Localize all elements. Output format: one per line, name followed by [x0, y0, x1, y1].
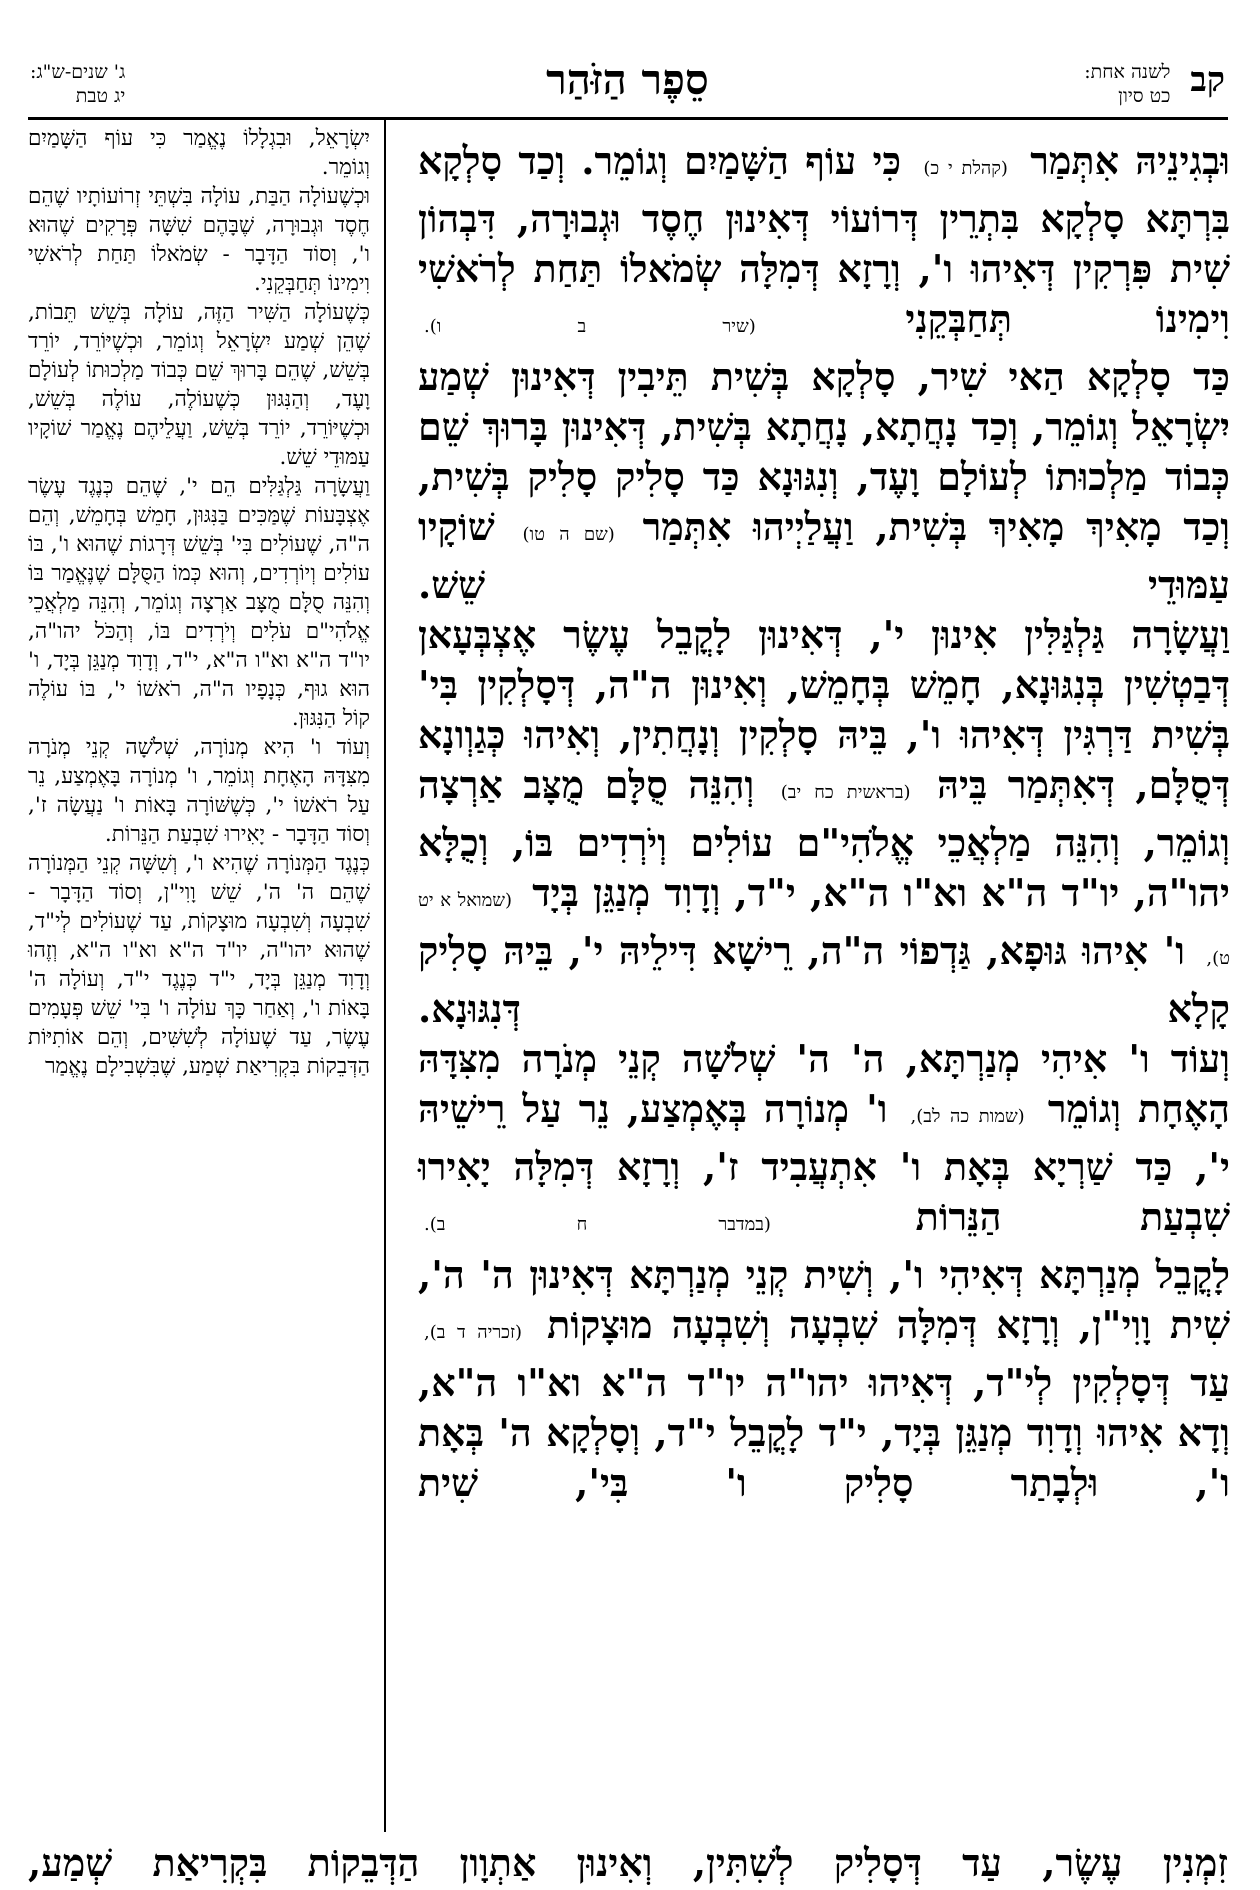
verse-reference: (בראשית כח יב) — [780, 782, 911, 803]
page-number: קב — [1190, 60, 1225, 100]
main-text-column — [418, 136, 1230, 1508]
translation-paragraph: יִשְׂרָאֵל, וּבִגְלָלוֹ נֶאֱמַר כִּי עוֹף הַשָּׁמַיִם וְגוֹמֵר. — [28, 126, 370, 180]
main-text: עַד דְּסָלְקִין לְי"ד, דְּאִיהוּ יהו"ה יו"ד ה"א וא"ו ה"א, וְדָא אִיהוּ וְדָוִד מְנַגֵּן בְּיָד, י"ד לָקֳבֵל י"ד, וְסָלְקָא ה' בְּאָת ו', וּלְבָתַר סָלִיק ו' בִּי', שִׁית — [418, 1360, 1230, 1505]
main-text: כַּד סָלְקָא הַאי שִׁיר, סָלְקָא בְּשִׁית תֵּיבִין דְּאִינוּן שְׁמַע יִשְׂרָאֵל וְגוֹמֵר, וְכַד נָחֲתָא, נָחֲתָא בְּשִׁית, דְּאִינוּן בָּרוּךְ שֵׁם כְּבוֹד מַלְכוּתוֹ לְעוֹלָם וָעֶד, וְנִגּוּנָא כַּד סָלִיק סָלִיק בְּשִׁית, וְכַד מָאִיךְ מָאִיךְ בְּשִׁית, וַעֲלַיְיהוּ אִתְּמַר — [418, 354, 1231, 549]
main-text: לָקֳבֵל מְנַרְתָּא דְּאִיהִי ו', וְשִׁית קְנֵי מְנַרְתָּא דְּאִינוּן ה' ה', שִׁית וָוִי"ן, וְרָזָא דְּמִלָּה שִׁבְעָה וְשִׁבְעָה מוּצָקוֹת — [418, 1252, 1231, 1347]
main-text: וַעֲשָׂרָה גַּלְגַּלִּין אִינוּן י', דְּאִינוּן לָקֳבֵל עֶשֶׂר אֶצְבְּעָאן דְּבַטְשִׁין בְּנִגּוּנָא, חָמֵשׁ בְּחָמֵשׁ, וְאִינוּן ה"ה, דְּסָלְקִין בִּי' בְּשִׁית דַּרְגִּין דְּאִיהוּ ו', בֵּיהּ סָלְקִין וְנָחֲתִין, וְאִיהוּ כְּגַוְונָא דְּסֻלָּם, דְּאִתְּמַר בֵּיהּ — [418, 612, 1231, 807]
main-paragraph — [418, 610, 1230, 1034]
study-schedule-one-year: לשנה אחת: — [1084, 61, 1171, 83]
verse-reference: (שמואל א יט ט), — [418, 890, 1230, 969]
translation-paragraph: וְעוֹד ו' הִיא מְנוֹרָה, שְׁלֹשָׁה קְנֵי מְנֹרָה מִצִּדָּהּ הָאֶחָת וְגוֹמֵר, ו' מְנוֹרָה בָּאֶמְצַע, נֵר עַל רֹאשׁוֹ י', כְּשֶׁשּׁוֹרָה בָּאוֹת ו' נַעֲשָׂה ז', וְסוֹד הַדָּבָר - יָאִירוּ שִׁבְעַת הַנֵּרוֹת. — [28, 735, 370, 847]
study-schedule-three-years: ג' שנים-ש"ג: — [30, 61, 126, 83]
main-text: ו' מְנוֹרָה בְּאֶמְצַע, נֵר עַל רֵישֵׁיהּ י', כַּד שַׁרְיָא בְּאָת ו' אִתְעֲבִיד ז', וְרָזָא דְּמִלָּה יָאִירוּ שִׁבְעַת הַנֵּרוֹת — [418, 1086, 1231, 1239]
verse-reference: (במדבר ח ב). — [424, 1214, 771, 1235]
bottom-full-width-line: זִמְנִין עֶשֶׂר, עַד דְּסָלִיק לְשִׁתִּין, וְאִינוּן אַתְוָון הַדְּבֵקוֹת בִּקְרִיאַת שְׁמַע, — [28, 1840, 1228, 1885]
verse-reference: (שם ה טו) — [522, 524, 615, 545]
column-divider — [384, 120, 386, 1832]
verse-reference: (שיר ב ו). — [424, 316, 756, 337]
header-left-block — [30, 60, 125, 108]
page-header — [30, 52, 1225, 114]
translation-column — [28, 124, 370, 1081]
main-paragraph — [418, 352, 1230, 610]
main-text: שׁוֹקָיו עַמּוּדֵי שֵׁשׁ. — [418, 504, 1230, 607]
main-paragraph — [418, 1034, 1230, 1250]
header-rule — [28, 117, 1228, 120]
main-text: וְהִנֵּה סֻלָּם מֻצָּב אַרְצָה וְגוֹמֵר, וְהִנֵּה מַלְאֲכֵי אֱלֹהִי"ם עוֹלִים וְיֹרְדִים בּוֹ, וְכֻלָּא יהו"ה, יו"ד ה"א וא"ו ה"א, י"ד, וְדָוִד מְנַגֵּן בְּיָד — [418, 762, 1231, 915]
main-paragraph — [418, 136, 1230, 352]
main-text: וְעוֹד ו' אִיהִי מְנַרְתָּא, ה' ה' שְׁלֹשָׁה קְנֵי מְנֹרָה מִצִּדָּהּ הָאֶחָת וְגוֹמֵר — [418, 1036, 1230, 1131]
main-text: כִּי עוֹף הַשָּׁמַיִם וְגוֹמֵר. וְכַד סָלְקָא בִּרְתָּא סָלְקָא בִּתְרֵין דְּרוֹעוֹי דְּאִינוּן חֶסֶד וּגְבוּרָה, דִּבְהוֹן שִׁית פִּרְקִין דְּאִיהוּ ו', וְרָזָא דְּמִלָּה שְׂמֹאלוֹ תַּחַת לְרֹאשִׁי וִימִינוֹ תְּחַבְּקֵנִי — [418, 138, 1231, 341]
translation-paragraph: וּכְשֶׁעוֹלָה הַבַּת, עוֹלָה בִּשְׁתֵּי זְרוֹעוֹתָיו שֶׁהֵם חֶסֶד וּגְבוּרָה, שֶׁבָּהֶם שִׁשָּׁה פְּרָקִים שֶׁהוּא ו', וְסוֹד הַדָּבָר - שְׂמֹאלוֹ תַּחַת לְרֹאשִׁי וִימִינוֹ תְּחַבְּקֵנִי. — [28, 184, 370, 296]
translation-paragraph: כְּנֶגֶד הַמְּנוֹרָה שֶׁהִיא ו', וְשִׁשָּׁה קְנֵי הַמְּנוֹרָה שֶׁהֵם ה' ה', שֵׁשׁ וָוִי"ן, וְסוֹד הַדָּבָר - שִׁבְעָה וְשִׁבְעָה מוּצָקוֹת, עַד שֶׁעוֹלִים לְי"ד, שֶׁהוּא יהו"ה, יו"ד ה"א וא"ו ה"א, וְזֶהוּ וְדָוִד מְנַגֵּן בְּיָד, י"ד כְּנֶגֶד י"ד, וְעוֹלָה ה' בָּאוֹת ו', וְאַחַר כָּךְ עוֹלָה ו' בִּי' שֵׁשׁ פְּעָמִים עֶשֶׂר, עַד שֶׁעוֹלָה לְשִׁשִּׁים, וְהֵם אוֹתִיּוֹת הַדְּבֵקוֹת בִּקְרִיאַת שְׁמַע, שֶׁבִּשְׁבִילָם נֶאֱמַר — [28, 851, 370, 1079]
verse-reference: (קהלת י כ) — [923, 158, 1008, 179]
study-date-three-years: יג טבת — [75, 85, 126, 107]
verse-reference: (זכריה ד ב), — [424, 1322, 523, 1343]
main-paragraph — [418, 1250, 1230, 1508]
translation-paragraph: כְּשֶׁעוֹלָה הַשִּׁיר הַזֶּה, עוֹלָה בְּשֵׁשׁ תֵּבוֹת, שֶׁהֵן שְׁמַע יִשְׂרָאֵל וְגוֹמֵר, וּכְשֶׁיּוֹרֵד, יוֹרֵד בְּשֵׁשׁ, שֶׁהֵם בָּרוּךְ שֵׁם כְּבוֹד מַלְכוּתוֹ לְעוֹלָם וָעֶד, וְהַנִּגּוּן כְּשֶׁעוֹלֶה, עוֹלֶה בְּשֵׁשׁ, וּכְשֶׁיּוֹרֵד, יוֹרֵד בְּשֵׁשׁ, וַעֲלֵיהֶם נֶאֱמַר שׁוֹקָיו עַמּוּדֵי שֵׁשׁ. — [28, 300, 370, 470]
verse-reference: (שמות כה לב), — [910, 1106, 1025, 1127]
main-text: וּבְגִינֵיהּ אִתְּמַר — [1030, 138, 1231, 183]
book-title: סֵפֶר הַזֹּהַר — [546, 55, 709, 104]
translation-paragraph: וַעֲשָׂרָה גַּלְגַּלִּים הֵם י', שֶׁהֵם כְּנֶגֶד עֶשֶׂר אֶצְבָּעוֹת שֶׁמַּכִּים בַּנִּגּוּן, חָמֵשׁ בְּחָמֵשׁ, וְהֵם ה"ה, שֶׁעוֹלִים בִּי' בְּשֵׁשׁ דְּרָגוֹת שֶׁהוּא ו', בּוֹ עוֹלִים וְיוֹרְדִים, וְהוּא כְּמוֹ הַסֻּלָּם שֶׁנֶּאֱמַר בּוֹ וְהִנֵּה סֻלָּם מֻצָּב אַרְצָה וְגוֹמֵר, וְהִנֵּה מַלְאֲכֵי אֱלֹהִי"ם עֹלִים וְיֹרְדִים בּוֹ, וְהַכֹּל יהו"ה, יו"ד ה"א וא"ו ה"א, י"ד, וְדָוִד מְנַגֵּן בְּיָד, ו' הוּא גוּף, כְּנָפָיו ה"ה, רֹאשׁוֹ י', בּוֹ עוֹלֶה קוֹל הַנִּגּוּן. — [28, 474, 370, 731]
main-text: ו' אִיהוּ גּוּפָא, גַּדְפוֹי ה"ה, רֵישָׁא דִּילֵיהּ י', בֵּיהּ סָלִיק קָלָא דְּנִגּוּנָא. — [418, 928, 1230, 1031]
study-date-one-year: כט סיון — [1118, 85, 1171, 107]
